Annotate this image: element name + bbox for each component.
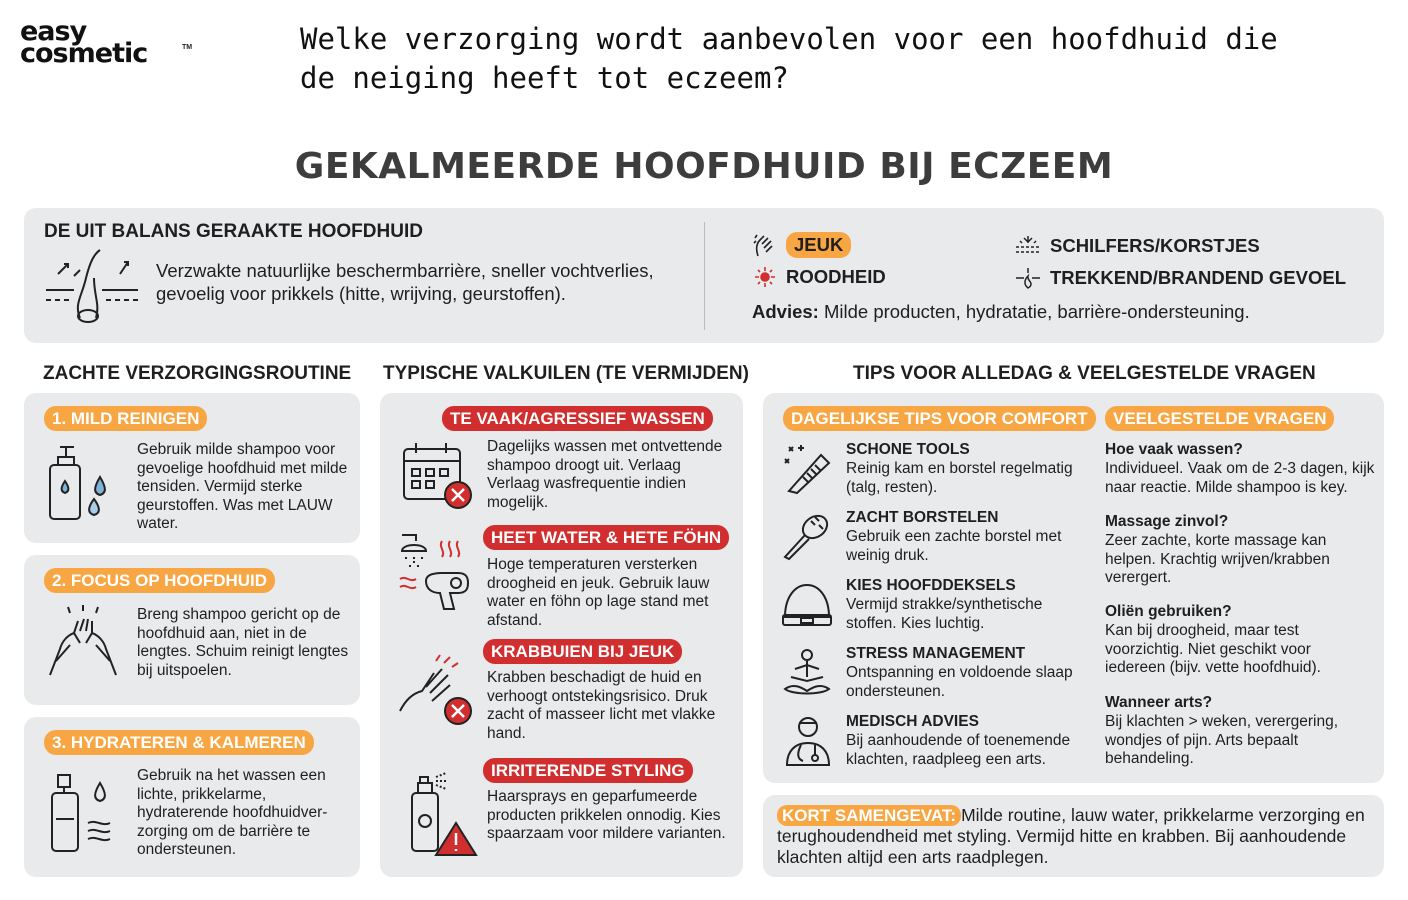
pitfall-tag: HEET WATER & HETE FÖHN (483, 525, 729, 550)
itch-hand-icon (752, 232, 778, 258)
daily-tip-text: Ontspanning en voldoende slaap ondersteunen. (846, 664, 1073, 700)
routine-step-text: Gebruik na het wassen een lichte, prikkelarme, hydraterende hoofdhuidver-zorging om de barrière te ondersteunen. (137, 767, 328, 858)
faq-answer: Individueel. Vaak om de 2-3 dagen, kijk naar reactie. Milde shampoo is key. (1105, 460, 1375, 496)
faq-tag: VEELGESTELDE VRAGEN (1105, 406, 1334, 431)
symptom-label: ROODHEID (786, 266, 886, 287)
burning-icon (1014, 266, 1042, 290)
daily-tip-text: Vermijd strakke/synthetische stoffen. Kies luchtig. (846, 596, 1043, 632)
pitfall-tag: IRRITERENDE STYLING (483, 758, 693, 783)
logo-line-2: cosmetic (20, 38, 148, 69)
serum-bottle-icon (46, 771, 126, 855)
shower-dryer-icon (396, 529, 478, 615)
daily-tip-text: Bij aanhoudende of toenemende klachten, raadpleeg een arts. (846, 732, 1071, 768)
comb-icon (781, 441, 833, 495)
faq-question: Massage zinvol? (1105, 513, 1229, 530)
routine-step-card (24, 555, 360, 705)
scratching-hand-icon (396, 653, 476, 727)
brand-logo (20, 16, 193, 69)
logo-tm: TM (182, 44, 193, 51)
routine-step-tag: 2. FOCUS OP HOOFDHUID (44, 568, 275, 593)
faq-question: Wanneer arts? (1105, 694, 1213, 711)
balance-panel (24, 208, 1384, 343)
pitfall-tag: TE VAAK/AGRESSIEF WASSEN (442, 406, 713, 431)
redness-icon (752, 266, 778, 288)
daily-tip-title: SCHONE TOOLS (846, 441, 970, 458)
shampoo-bottle-icon (44, 443, 120, 523)
advice-label: Advies: (752, 301, 819, 322)
doctor-icon (783, 715, 833, 767)
pitfalls-panel (380, 393, 743, 877)
summary-panel (763, 795, 1384, 877)
pitfall-tag: KRABBUIEN BIJ JEUK (483, 639, 682, 664)
hair-follicle-icon (44, 248, 140, 324)
symptom-itch (752, 232, 851, 258)
meditation-icon (781, 647, 833, 699)
routine-step-tag: 3. HYDRATEREN & KALMEREN (44, 730, 314, 755)
symptom-redness (752, 266, 886, 288)
daily-tip-title: MEDISCH ADVIES (846, 713, 979, 730)
routine-step-text: Gebruik milde shampoo voor gevoelige hoofdhuid met milde tensiden. Vermijd sterke geurstoffen. Was met LAUW water. (137, 441, 348, 532)
tips-panel (763, 393, 1384, 783)
page-question: Welke verzorging wordt aanbevolen voor een hoofdhuid die de neiging heeft tot eczeem? (300, 22, 1278, 95)
daily-tip-title: STRESS MANAGEMENT (846, 645, 1026, 662)
symptom-label: TREKKEND/BRANDEND GEVOEL (1050, 267, 1347, 288)
symptom-burning (1014, 266, 1346, 290)
brush-icon (781, 511, 833, 561)
routine-step-text: Breng shampoo gericht op de hoofdhuid aan, niet in de lengtes. Schuim reinigt lengtes bij uitspoelen. (137, 606, 349, 679)
logo-line-1: easy (20, 16, 87, 47)
hairspray-warning-icon (406, 771, 478, 857)
beanie-hat-icon (781, 581, 833, 629)
balance-heading: DE UIT BALANS GERAAKTE HOOFDHUID (44, 221, 423, 242)
advice-text: Milde producten, hydratatie, barrière-ondersteuning. (818, 301, 1250, 322)
daily-tip-title: ZACHT BORSTELEN (846, 509, 999, 526)
faq-question: Oliën gebruiken? (1105, 603, 1232, 620)
summary-tag: KORT SAMENGEVAT: (777, 805, 961, 826)
summary-text: Milde routine, lauw water, prikkelarme verzorging en terughoudendheid met styling. Vermijd hitte en krabben. Bij aanhoudende klachten altijd een arts raadplegen. (777, 805, 1365, 867)
tips-title: TIPS VOOR ALLEDAG & VEELGESTELDE VRAGEN (853, 363, 1316, 384)
summary-text-block (777, 805, 1377, 868)
symptom-label: JEUK (786, 232, 851, 258)
faq-answer: Zeer zachte, korte massage kan helpen. Krachtig wrijven/krabben verergert. (1105, 532, 1330, 586)
massage-hands-icon (40, 603, 126, 679)
symptom-flakes (1014, 235, 1260, 257)
pitfall-text: Haarsprays en geparfumeerde producten prikkelen onnodig. Kies spaarzaam voor mildere varianten. (487, 788, 726, 842)
daily-tip-text: Reinig kam en borstel regelmatig (talg, resten). (846, 460, 1073, 496)
calendar-icon (402, 441, 476, 511)
faq-question: Hoe vaak wassen? (1105, 441, 1243, 458)
pitfall-text: Hoge temperaturen versterken droogheid en jeuk. Gebruik lauw water en föhn op lage stand met afstand. (487, 556, 710, 629)
panel-divider (704, 222, 705, 330)
routine-step-tag: 1. MILD REINIGEN (44, 406, 207, 431)
daily-tip-text: Gebruik een zachte borstel met weinig druk. (846, 528, 1062, 564)
routine-title: ZACHTE VERZORGINGSROUTINE (43, 363, 352, 384)
faq-answer: Bij klachten > weken, verergering, wondjes of pijn. Arts bepaalt behandeling. (1105, 713, 1339, 767)
routine-step-card (24, 393, 360, 543)
daily-tips-tag: DAGELIJKSE TIPS VOOR COMFORT (783, 406, 1096, 431)
pitfall-text: Krabben beschadigt de huid en verhoogt ontstekingsrisico. Druk zacht of masseer licht met vlakke hand. (487, 669, 716, 742)
daily-tip-title: KIES HOOFDDEKSELS (846, 577, 1016, 594)
flakes-icon (1014, 235, 1042, 257)
pitfalls-title: TYPISCHE VALKUILEN (TE VERMIJDEN) (383, 363, 749, 384)
advice-line (752, 301, 1250, 323)
routine-step-card (24, 717, 360, 877)
pitfall-text: Dagelijks wassen met ontvettende shampoo droogt uit. Verlaag Verlaag wasfrequentie indien mogelijk. (487, 438, 723, 511)
balance-description: Verzwakte natuurlijke beschermbarrière, sneller vochtverlies, gevoelig voor prikkels (hitte, wrijving, geurstoffen). (156, 260, 654, 304)
symptom-label: SCHILFERS/KORSTJES (1050, 235, 1260, 256)
main-title: GEKALMEERDE HOOFDHUID BIJ ECZEEM (294, 146, 1114, 187)
faq-answer: Kan bij droogheid, maar test voorzichtig. Niet geschikt voor iedereen (bijv. vette hoofdhuid). (1105, 622, 1321, 676)
